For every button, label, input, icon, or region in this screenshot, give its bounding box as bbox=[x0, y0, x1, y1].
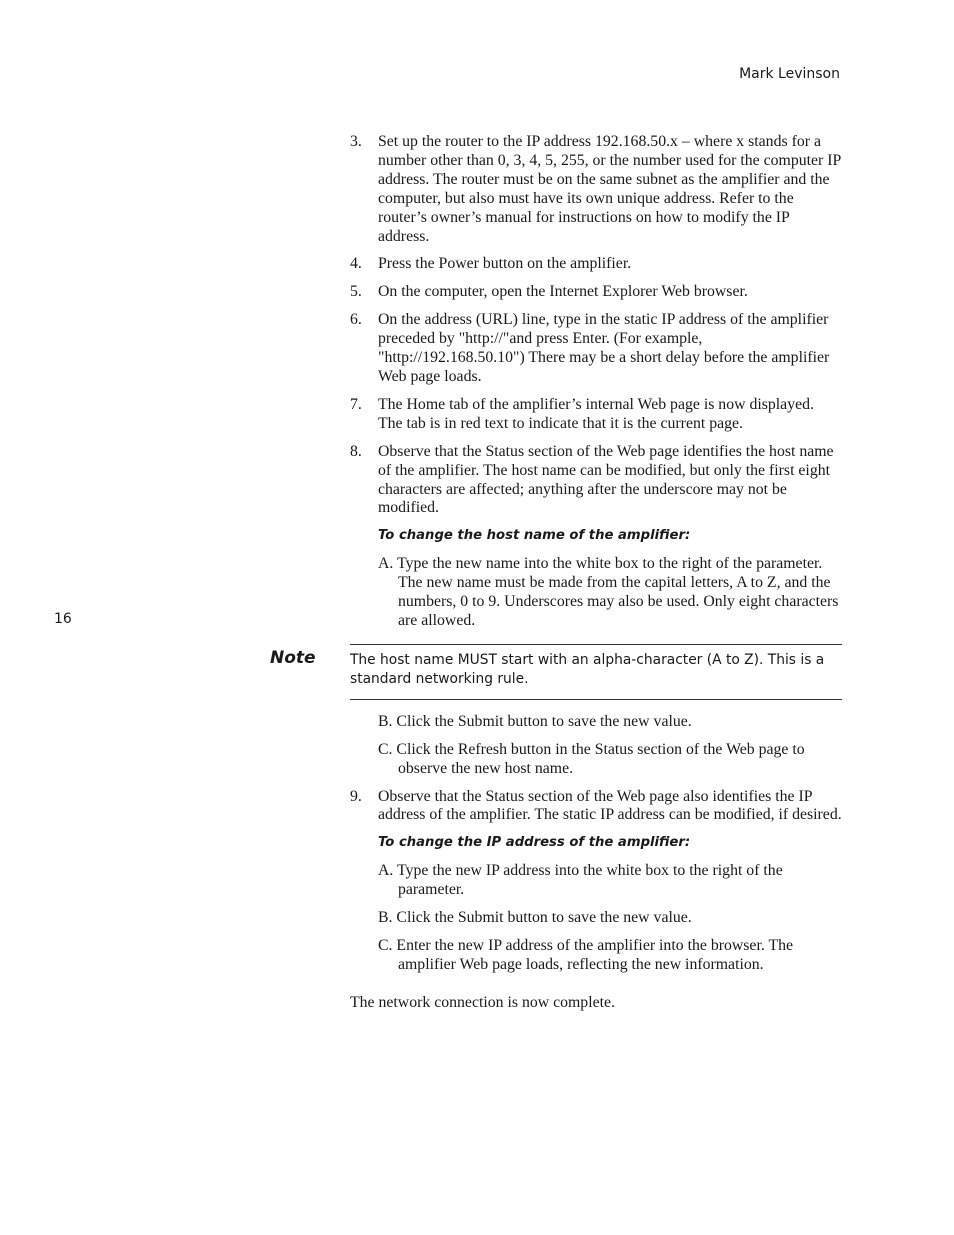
step-number: 7. bbox=[350, 395, 362, 413]
ip-address-heading: To change the IP address of the amplifier: bbox=[378, 835, 691, 851]
main-column bbox=[270, 133, 842, 1013]
step-number: 6. bbox=[350, 311, 362, 329]
step-text: Set up the router to the IP address 192.168.50.x – where x stands for a number other than 0, 3, 4, 5, 255, or the number used for the computer IP address. The router must be on the same subnet as the amplifier and the computer, but also must have its own unique address. Refer to the router’s owner’s manual for instructions on how to modify the IP address. bbox=[378, 133, 841, 245]
step-text: Observe that the Status section of the Web page also identifies the IP address of the amplifier. The static IP address can be modified, if desired. bbox=[378, 787, 842, 824]
step-number: 8. bbox=[350, 442, 362, 460]
host-name-step-c: C. Click the Refresh button in the Status section of the Web page to observe the new host name. bbox=[378, 740, 805, 777]
host-name-step-b: B. Click the Submit button to save the new value. bbox=[378, 712, 692, 730]
host-name-step-a: A. Type the new name into the white box to the right of the parameter. The new name must be made from the capital letters, A to Z, and the numbers, 0 to 9. Underscores may also be used. Only eight characters are allowed. bbox=[378, 555, 839, 629]
closing-paragraph: The network connection is now complete. bbox=[350, 993, 615, 1011]
step-number: 4. bbox=[350, 255, 362, 273]
step-text: On the address (URL) line, type in the static IP address of the amplifier preceded by "http://"and press Enter. (For example, "http://192.168.50.10") There may be a short delay before the amplifier Web page loads. bbox=[378, 311, 830, 385]
list-item-step-7 bbox=[350, 396, 842, 434]
note-label: Note bbox=[270, 647, 316, 668]
list-item-step-8 bbox=[350, 443, 842, 519]
step-number: 3. bbox=[350, 133, 362, 150]
ip-address-step-b: B. Click the Submit button to save the new value. bbox=[378, 909, 692, 927]
list-item-step-3 bbox=[350, 133, 842, 246]
ip-address-step-a: A. Type the new IP address into the white box to the right of the parameter. bbox=[378, 862, 783, 899]
page-number: 16 bbox=[54, 611, 72, 627]
list-item-step-4 bbox=[350, 255, 842, 274]
host-name-heading: To change the host name of the amplifier: bbox=[378, 528, 691, 544]
running-header: Mark Levinson bbox=[739, 66, 840, 82]
list-item-step-6 bbox=[350, 311, 842, 387]
note-box bbox=[270, 644, 842, 700]
ip-address-step-c: C. Enter the new IP address of the amplifier into the browser. The amplifier Web page loads, reflecting the new information. bbox=[378, 937, 793, 973]
step-text: The Home tab of the amplifier’s internal Web page is now displayed. The tab is in red text to indicate that it is the current page. bbox=[378, 395, 814, 432]
step-text: Press the Power button on the amplifier. bbox=[378, 255, 632, 273]
step-text: Observe that the Status section of the Web page identifies the host name of the amplifier. The host name can be modified, but only the first eight characters are affected; anything after the underscore may not be modified. bbox=[378, 442, 834, 517]
step-number: 9. bbox=[350, 787, 362, 805]
note-text: The host name MUST start with an alpha-character (A to Z). This is a standard networking rule. bbox=[350, 651, 825, 687]
step-number: 5. bbox=[350, 283, 362, 301]
list-item-step-5 bbox=[350, 283, 842, 302]
list-item-step-9 bbox=[350, 788, 842, 826]
step-text: On the computer, open the Internet Explorer Web browser. bbox=[378, 283, 748, 301]
